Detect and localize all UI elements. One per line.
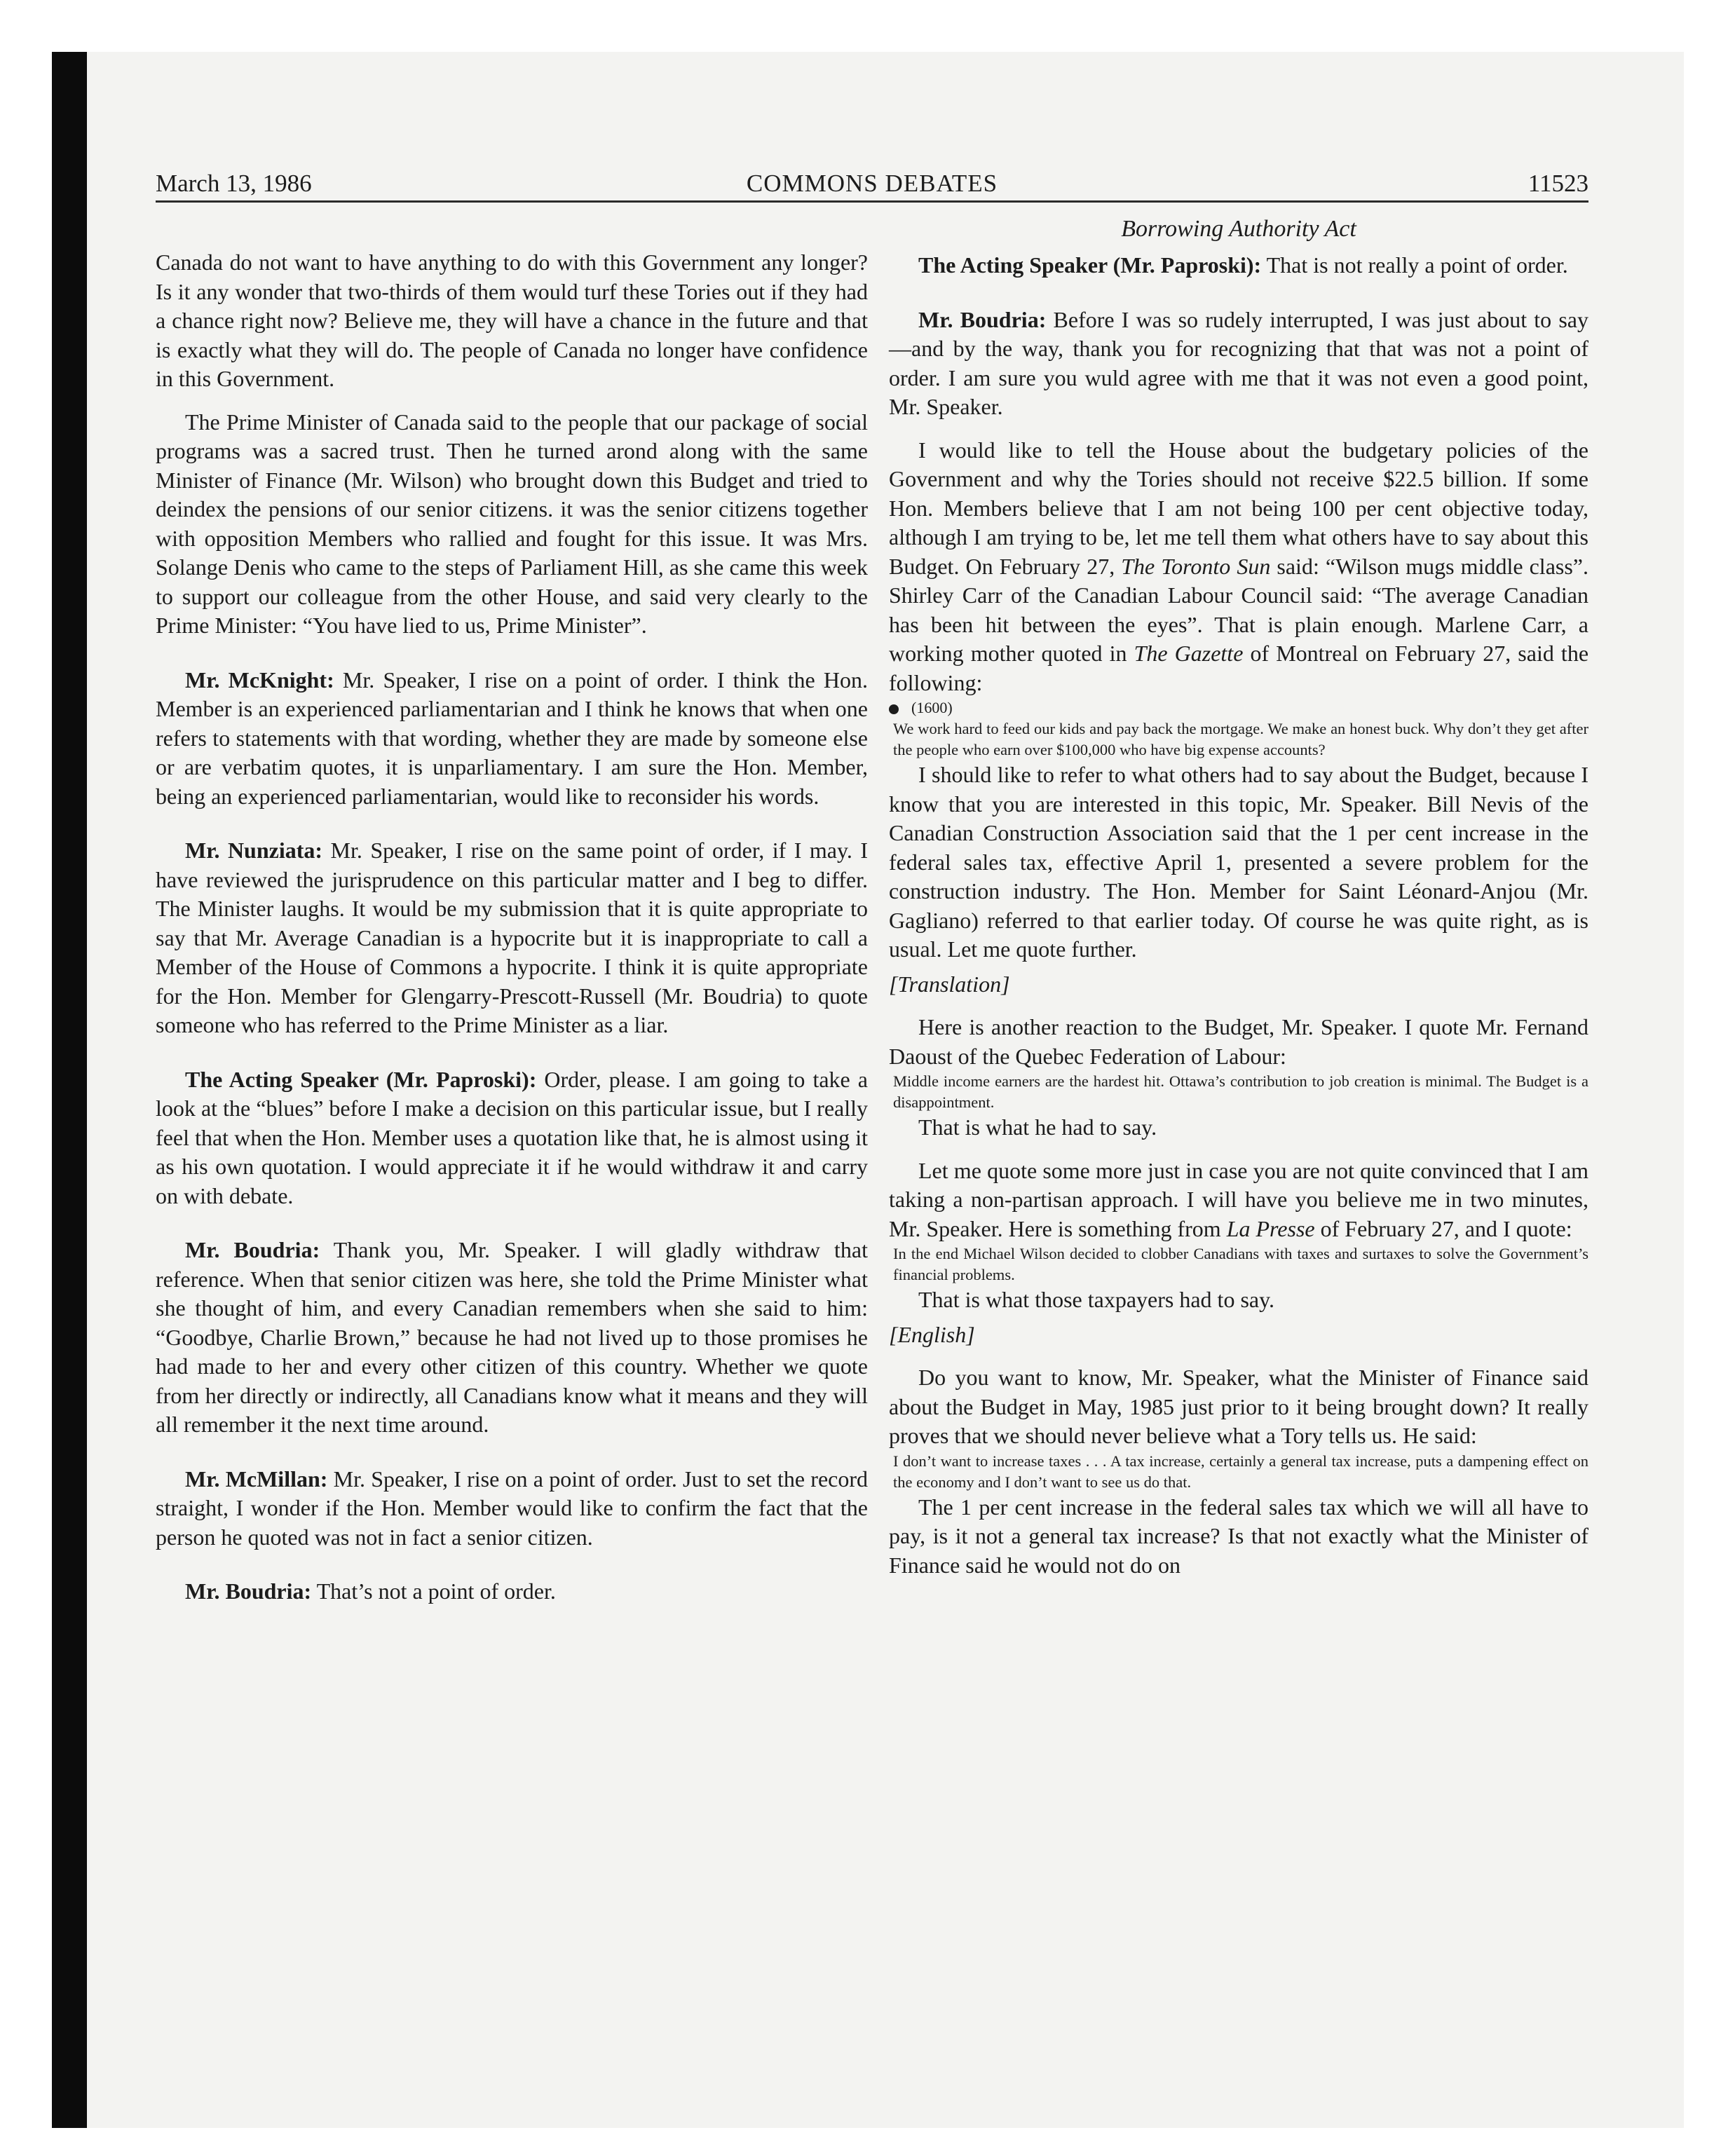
translation-tag: [Translation] bbox=[889, 971, 1010, 997]
publication-title: La Presse bbox=[1226, 1215, 1315, 1241]
speech-boudria bbox=[156, 1236, 868, 1440]
speech-text: Mr. Speaker, I rise on a point of order. Just to set the record straight, I wonder if the Hon. Member would like to confirm the fact that the person he quoted was not in fact a senior citizen. bbox=[156, 1466, 869, 1550]
paragraph bbox=[889, 1157, 1588, 1244]
paragraph: Canada do not want to have anything to do with this Government any longer? Is it any wonder that two-thirds of them would turf these Tories out if they had a chance right now? Believe me, they will have a chance in the future and that is exactly what they will do. The people of Canada no longer have confidence in this Government. bbox=[156, 250, 868, 391]
bullet-icon bbox=[889, 704, 899, 714]
speech-text: Mr. Speaker, I rise on the same point of order, if I may. I have reviewed the jurisprudence on this particular matter and I beg to differ. The Minister laughs. It would be my submission that it is quite appropriate to say that Mr. Average Canadian is a hypocrite but it is inappropriate to call a Member of the House of Commons a hypocrite. I think it is quite appropriate for the Hon. Member for Glengarry-Prescott-Russell (Mr. Boudria) to quote someone who has referred to the Prime Minister as a liar. bbox=[156, 838, 869, 1037]
time-marker bbox=[889, 697, 1588, 718]
paragraph: I should like to refer to what others had to say about the Budget, because I know that you are interested in this topic, Mr. Speaker. Bill Nevis of the Canadian Construction Association said that the 1 per cent increase in the federal sales tax, effective April 1, presented a severe problem for the construction industry. The Hon. Member for Saint Léonard-Anjou (Mr. Gagliano) referred to that earlier today. Of course he was quite right, as is usual. Let me quote further. bbox=[889, 762, 1588, 962]
speech-acting-speaker bbox=[156, 1065, 868, 1211]
speaker-name: Mr. Boudria: bbox=[185, 1578, 312, 1604]
paragraph: The 1 per cent increase in the federal sales tax which we will all have to pay, is it not a general tax increase? Is that not exactly what the Minister of Finance said he would not do on bbox=[889, 1494, 1588, 1578]
speaker-name: Mr. Nunziata: bbox=[185, 838, 323, 863]
speech-text: Thank you, Mr. Speaker. I will gladly withdraw that reference. When that senior citizen was here, she told the Prime Minister what she thought of him, and every Canadian remembers when she said to him: “Goodbye, Charlie Brown,” because he had not lived up to those promises he had made to her and every other citizen of this country. Whether we quote from her directly or indirectly, all Canadians know what it means and they will all remember it the next time around. bbox=[156, 1237, 869, 1437]
text-run: of Montreal on February 27, said the following: bbox=[889, 641, 1589, 695]
running-head: Borrowing Authority Act bbox=[1121, 216, 1356, 242]
text-run: I would like to tell the House about the budgetary policies of the Government and why the Tories should not receive $22.5 billion. If some Hon. Members believe that I am not being 100 per cent objective today, although I am trying to be, let me tell them what others have to say about this Budget. On February 27, bbox=[889, 437, 1588, 579]
paragraph bbox=[889, 436, 1588, 698]
speaker-name: Mr. Boudria: bbox=[918, 306, 1047, 332]
right-column bbox=[889, 251, 1588, 1580]
text-run: of February 27, and I quote: bbox=[1314, 1215, 1572, 1241]
page-header bbox=[156, 167, 1588, 203]
speech-acting-speaker bbox=[889, 251, 1588, 280]
paragraph: Here is another reaction to the Budget, Mr. Speaker. I quote Mr. Fernand Daoust of the Quebec Federation of Labour: bbox=[889, 1014, 1588, 1069]
speech-text: Mr. Speaker, I rise on a point of order. I think the Hon. Member is an experienced parliamentarian and I think he knows that when one refers to statements with that wording, whether they are made by someone else or are verbatim quotes, it is unparliamentary. I am sure the Hon. Member, being an experienced parliamentarian, would like to reconsider his words. bbox=[156, 667, 869, 809]
speech-mcknight bbox=[156, 666, 868, 812]
block-quote: Middle income earners are the hardest hit. Ottawa’s contribution to job creation is minimal. The Budget is a disappointment. bbox=[893, 1072, 1588, 1111]
text-run: Let me quote some more just in case you are not quite convinced that I am taking a non-partisan approach. I will have you believe me in two minutes, Mr. Speaker. Here is something from bbox=[889, 1157, 1588, 1241]
speaker-name: The Acting Speaker (Mr. Paproski): bbox=[918, 252, 1262, 278]
publication-title: The Gazette bbox=[1134, 641, 1244, 666]
block-quote: We work hard to feed our kids and pay back the mortgage. We make an honest buck. Why don’t they get after the people who earn over $100,000 who have big expense accounts? bbox=[893, 720, 1588, 758]
speech-boudria bbox=[156, 1577, 868, 1606]
scan-border-edge bbox=[52, 52, 87, 2128]
text-run: said: “Wilson mugs middle class”. Shirley Carr of the Canadian Labour Council said: “The average Canadian has been hit between the eyes”. That is plain enough. Marlene Carr, a working mother quoted in bbox=[889, 553, 1589, 666]
english-tag: [English] bbox=[889, 1321, 975, 1347]
speaker-name: Mr. Boudria: bbox=[185, 1237, 320, 1262]
speech-nunziata bbox=[156, 836, 868, 1040]
block-quote: In the end Michael Wilson decided to clobber Canadians with taxes and surtaxes to solve the Government’s financial problems. bbox=[893, 1245, 1588, 1283]
left-column bbox=[156, 248, 868, 1606]
paragraph: That is what those taxpayers had to say. bbox=[918, 1287, 1275, 1312]
publication-title: The Toronto Sun bbox=[1121, 553, 1271, 579]
speaker-name: Mr. McKnight: bbox=[185, 667, 334, 692]
speaker-name: Mr. McMillan: bbox=[185, 1466, 328, 1492]
header-page-number: 11523 bbox=[1528, 170, 1588, 197]
paragraph: The Prime Minister of Canada said to the people that our package of social programs was a sacred trust. Then he turned arond along with the same Minister of Finance (Mr. Wilson) who brought down this Budget and tried to deindex the pensions of our senior citizens. it was the senior citizens together with opposition Members who rallied and fought for this issue. It was Mrs. Solange Denis who came to the steps of Parliament Hill, as she came this week to support our colleague from the other House, and said very clearly to the Prime Minister: “You have lied to us, Prime Minister”. bbox=[156, 409, 868, 638]
speech-mcmillan bbox=[156, 1465, 868, 1553]
speech-text: That’s not a point of order. bbox=[311, 1578, 556, 1604]
header-date: March 13, 1986 bbox=[156, 170, 312, 197]
time-label: (1600) bbox=[911, 699, 953, 716]
header-title: COMMONS DEBATES bbox=[746, 170, 998, 197]
speech-boudria bbox=[889, 306, 1588, 422]
speech-text: That is not really a point of order. bbox=[1261, 252, 1568, 278]
speech-text: Order, please. I am going to take a look at the “blues” before I make a decision on this particular issue, but I really feel that when the Hon. Member uses a quotation like that, he is almost using it as his own quotation. I would appreciate it if he would withdraw it and carry on with debate. bbox=[156, 1066, 868, 1208]
speech-text: Before I was so rudely interrupted, I was just about to say—and by the way, thank you for recognizing that that was not a point of order. I am sure you wuld agree with me that it was not even a good point, Mr. Speaker. bbox=[889, 306, 1589, 419]
speaker-name: The Acting Speaker (Mr. Paproski): bbox=[185, 1066, 537, 1092]
block-quote: I don’t want to increase taxes . . . A tax increase, certainly a general tax increase, puts a dampening effect on the economy and I don’t want to see us do that. bbox=[893, 1452, 1588, 1491]
paragraph: That is what he had to say. bbox=[918, 1114, 1157, 1140]
paragraph: Do you want to know, Mr. Speaker, what the Minister of Finance said about the Budget in May, 1985 just prior to it being brought down? It really proves that we should never believe what a Tory tells us. He said: bbox=[889, 1365, 1588, 1448]
